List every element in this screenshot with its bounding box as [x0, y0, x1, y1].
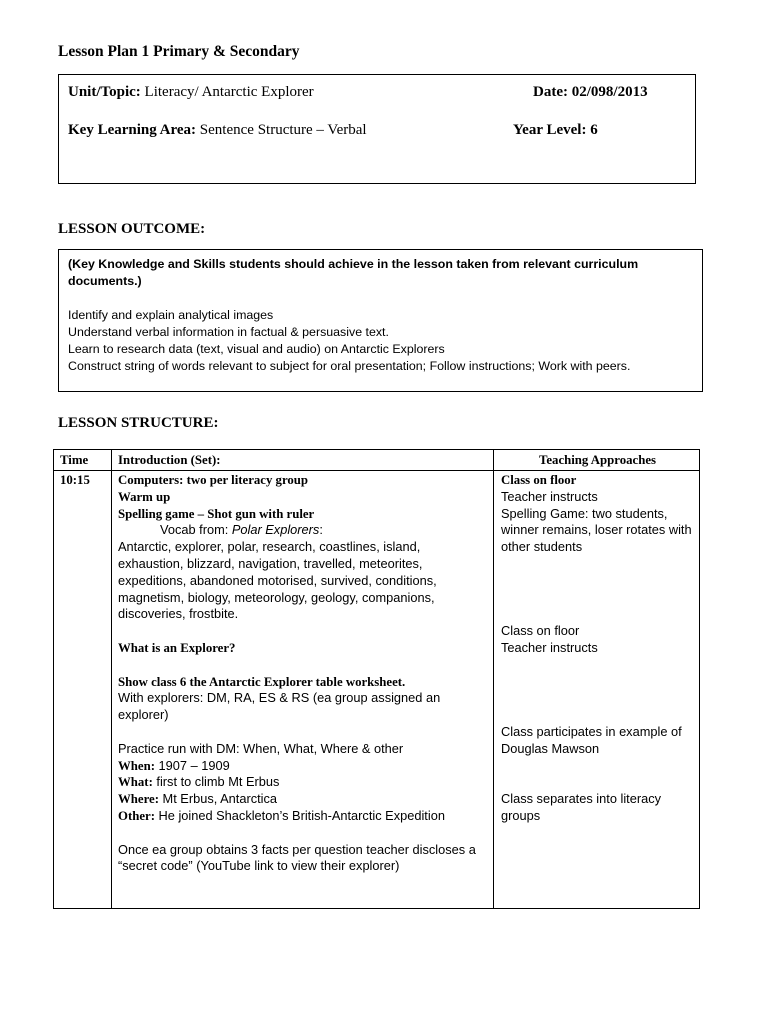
- intro-with-explorers: With explorers: DM, RA, ES & RS (ea group assigned an explorer): [118, 690, 441, 723]
- kla-label: Key Learning Area:: [68, 122, 197, 138]
- col-header-introduction: Introduction (Set):: [118, 453, 221, 467]
- intro-practice-run: Practice run with DM: When, What, Where & other: [118, 740, 404, 756]
- unit-info-box: [58, 74, 696, 184]
- time-value: 10:15: [60, 473, 90, 487]
- unit-topic-label: Unit/Topic:: [68, 84, 141, 100]
- intro-other: Other: He joined Shackleton’s British-Antarctic Expedition: [118, 807, 445, 823]
- structure-heading: LESSON STRUCTURE:: [58, 415, 219, 431]
- unit-topic-value: Literacy/ Antarctic Explorer: [140, 84, 314, 100]
- kla-value: Sentence Structure – Verbal: [196, 122, 367, 138]
- lesson-date: Date: 02/098/2013: [533, 84, 648, 100]
- intro-vocab-source: Vocab from: Polar Explorers:: [160, 522, 323, 538]
- unit-topic: [68, 84, 314, 101]
- document-title: Lesson Plan 1 Primary & Secondary: [58, 43, 300, 60]
- intro-when: When: 1907 – 1909: [118, 757, 230, 773]
- outcome-item: Understand verbal information in factual & persuasive text.: [68, 325, 389, 339]
- approach-class-on-floor: Class on floor: [501, 473, 577, 487]
- intro-spelling-game: Spelling game – Shot gun with ruler: [118, 506, 315, 521]
- outcome-box: [58, 249, 703, 392]
- col-header-time: Time: [60, 453, 89, 467]
- approach-douglas-mawson: Class participates in example of Douglas Mawson: [501, 723, 682, 756]
- outcome-item: Identify and explain analytical images: [68, 308, 274, 322]
- teaching-approaches-cell: [501, 472, 697, 825]
- approach-teacher-instructs-2: Teacher instructs: [501, 639, 598, 655]
- introduction-cell: [118, 472, 488, 875]
- approach-spelling-game: Spelling Game: two students, winner remains, loser rotates with other students: [501, 505, 692, 555]
- col-header-teaching-approaches: Teaching Approaches: [539, 453, 656, 467]
- lesson-structure-table: [53, 449, 700, 909]
- outcome-item: Construct string of words relevant to subject for oral presentation; Follow instructions; Work with peers.: [68, 359, 631, 373]
- intro-show-class: Show class 6 the Antarctic Explorer table worksheet.: [118, 674, 406, 689]
- intro-where: Where: Mt Erbus, Antarctica: [118, 791, 278, 807]
- intro-what: What: first to climb Mt Erbus: [118, 774, 280, 790]
- intro-computers: Computers: two per literacy group: [118, 473, 309, 487]
- approach-literacy-groups: Class separates into literacy groups: [501, 791, 662, 823]
- intro-what-is-explorer: What is an Explorer?: [118, 640, 236, 655]
- approach-teacher-instructs: Teacher instructs: [501, 488, 598, 504]
- intro-warmup: Warm up: [118, 489, 171, 504]
- outcome-heading: LESSON OUTCOME:: [58, 221, 206, 237]
- year-level: Year Level: 6: [513, 122, 598, 138]
- intro-secret-code: Once ea group obtains 3 facts per question teacher discloses a “secret code” (YouTube link to view their explorer): [118, 841, 476, 874]
- intro-vocab-words: Antarctic, explorer, polar, research, coastlines, island, exhaustion, blizzard, navigation, travelled, meteorites, expeditions, abandoned motorised, survived, conditions, magnetism, biology, meteorology, geology, companions, discoveries, frostbite.: [118, 539, 437, 622]
- approach-class-on-floor-2: Class on floor: [501, 623, 580, 639]
- outcome-item: Learn to research data (text, visual and audio) on Antarctic Explorers: [68, 342, 445, 356]
- key-learning-area: [68, 122, 367, 139]
- outcome-note: (Key Knowledge and Skills students should achieve in the lesson taken from relevant curriculum documents.): [68, 257, 639, 288]
